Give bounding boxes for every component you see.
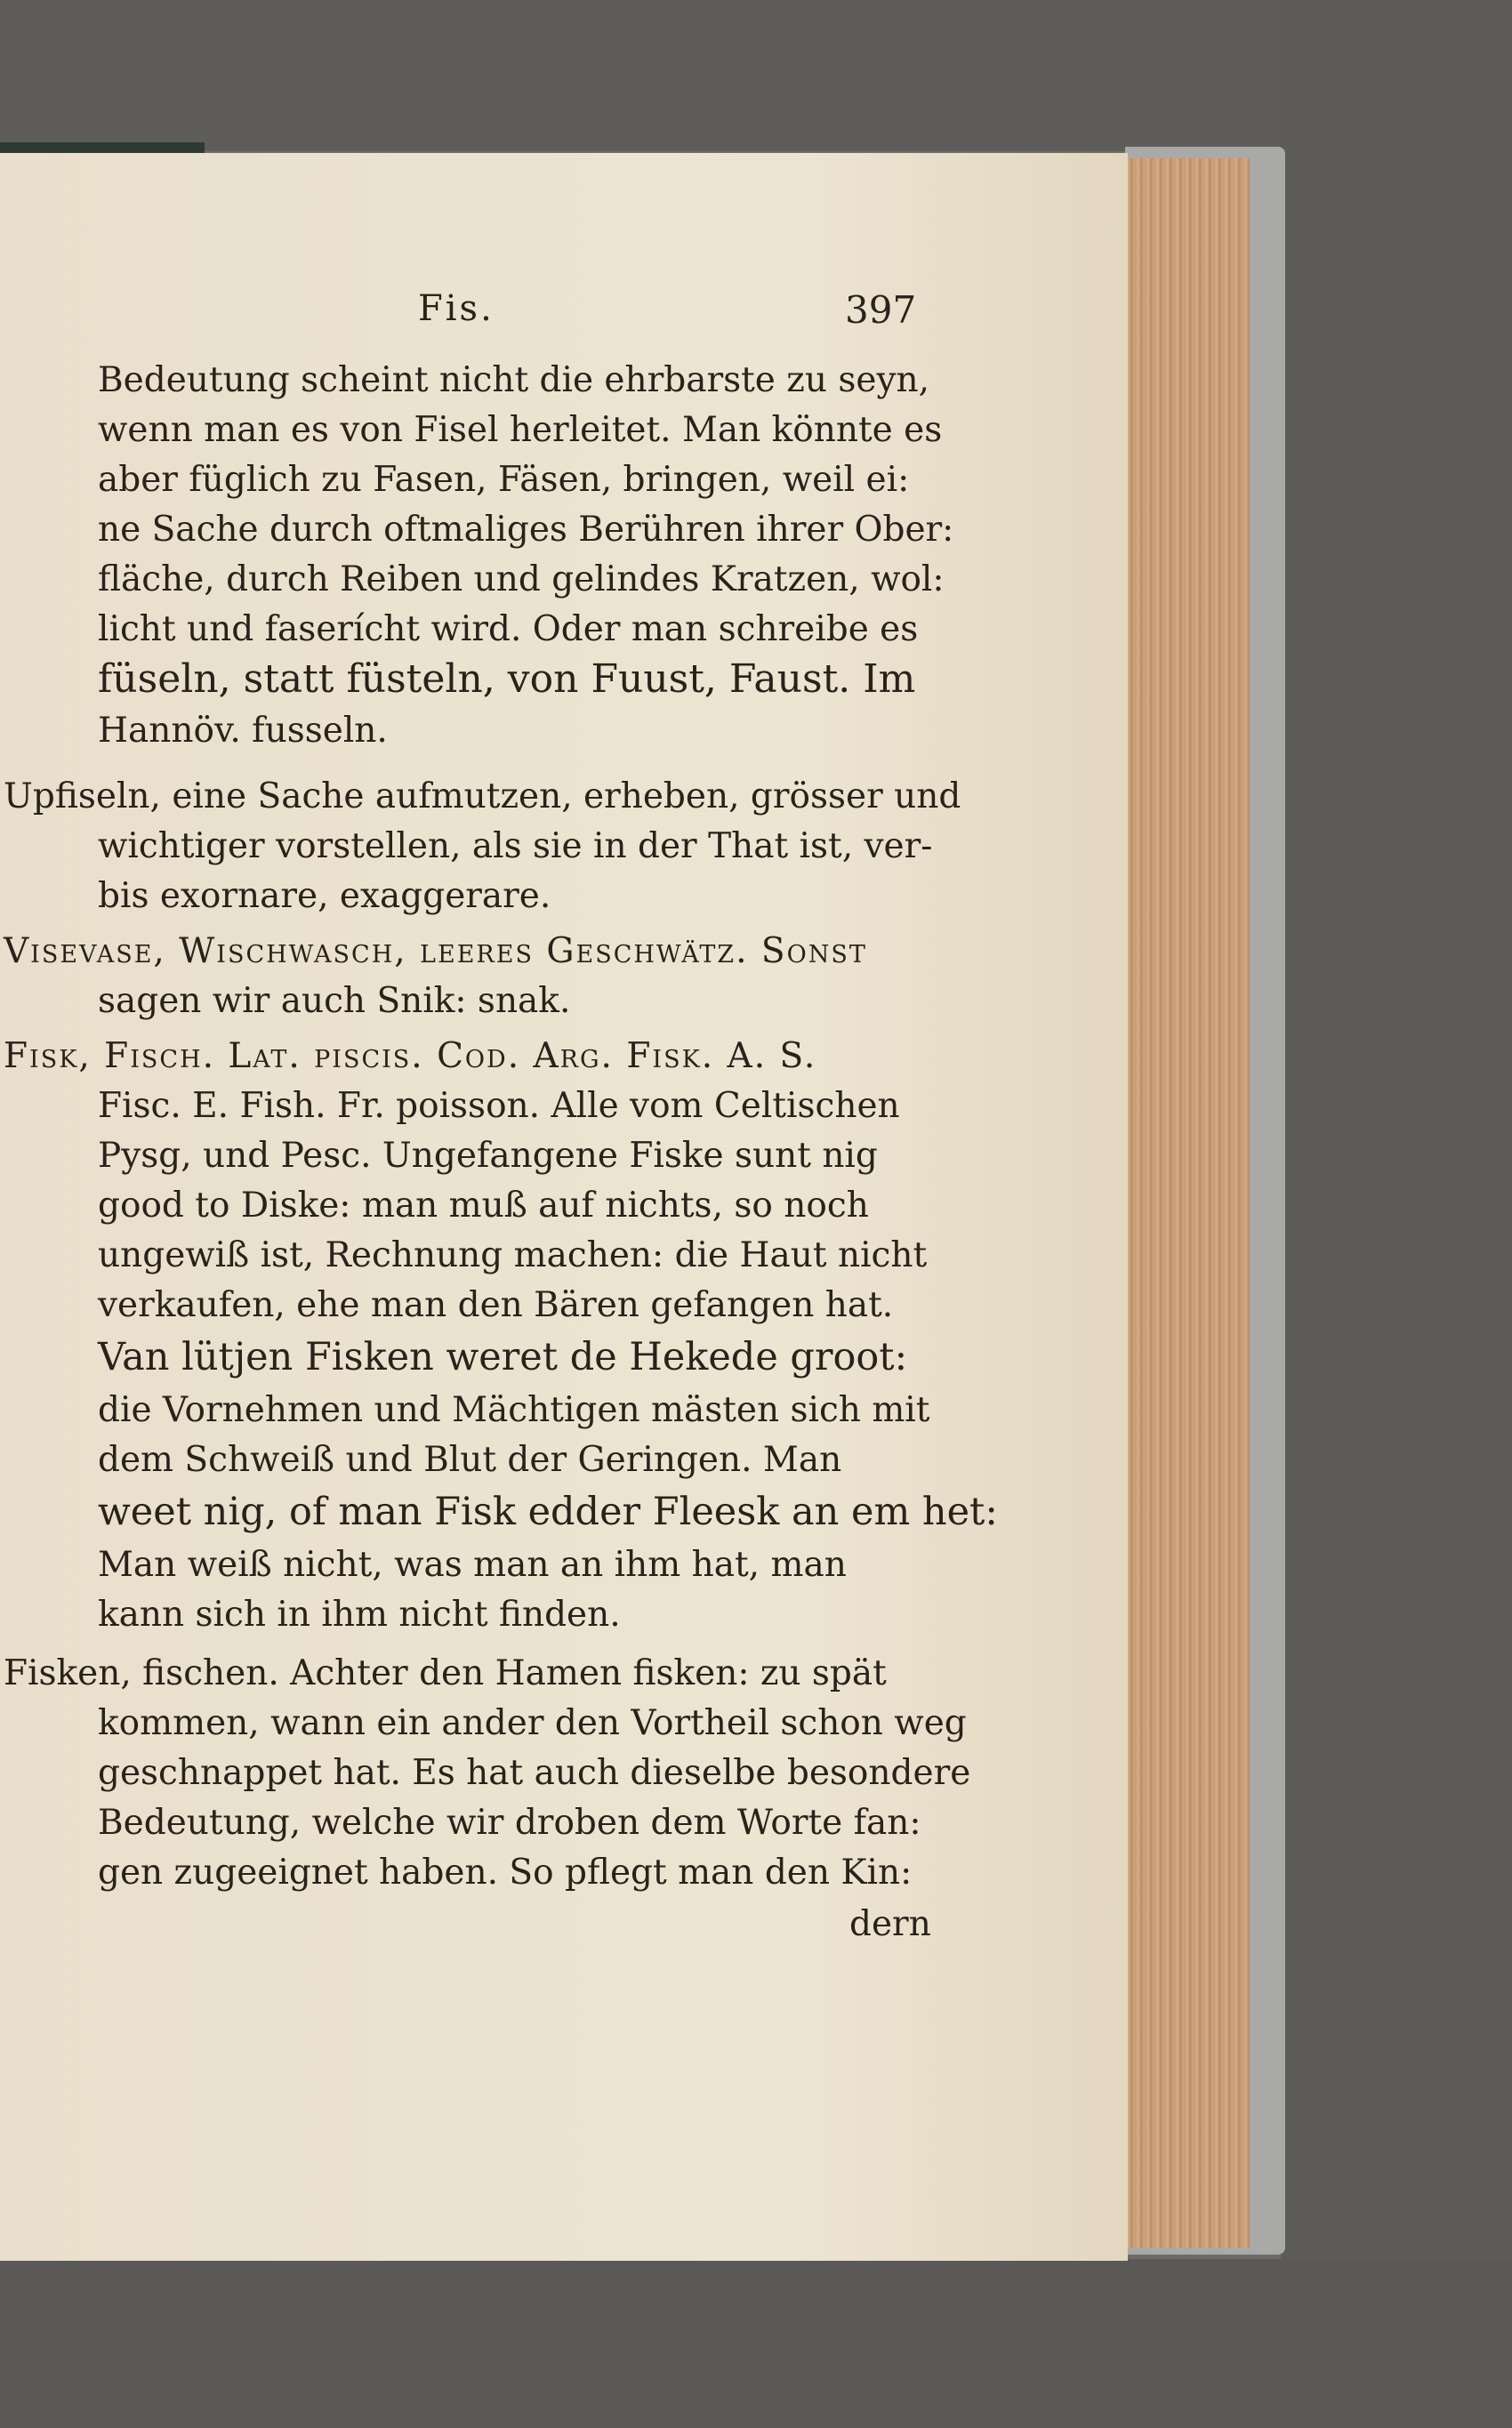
page-content: [0, 153, 1128, 2261]
text-line: aber füglich zu Fasen, Fäsen, bringen, weil ei:: [98, 460, 910, 500]
text-line: verkaufen, ehe man den Bären gefangen hat.: [98, 1285, 894, 1325]
text-line: Van lütjen Fisken weret de Hekede groot:: [98, 1335, 908, 1379]
entry-fisken: Fisken, fischen. Achter den Hamen fisken: zu spät: [4, 1653, 887, 1693]
text-line: ungewiß ist, Rechnung machen: die Haut nicht: [98, 1235, 928, 1275]
page-number: 397: [845, 288, 917, 332]
entry-fisk: Fisk, Fisch. Lat. piscis. Cod. Arg. Fisk. A. S.: [4, 1036, 817, 1076]
text-line: kommen, wann ein ander den Vortheil schon weg: [98, 1703, 967, 1743]
text-line: füseln, statt füsteln, von Fuust, Faust. Im: [98, 656, 916, 702]
page-edges: [1125, 158, 1250, 2248]
text-line: Bedeutung scheint nicht die ehrbarste zu seyn,: [98, 360, 929, 400]
text-line: wichtiger vorstellen, als sie in der That ist, ver-: [98, 826, 933, 866]
entry-visevase: Visevase, Wischwasch, leeres Geschwätz. Sonst: [4, 931, 867, 971]
text-line: Pysg, und Pesc. Ungefangene Fiske sunt nig: [98, 1136, 878, 1176]
text-line: sagen wir auch Snik: snak.: [98, 981, 571, 1021]
text-line: Hannöv. fusseln.: [98, 711, 388, 751]
book-page: [0, 153, 1128, 2261]
text-line: Bedeutung, welche wir droben dem Worte fan:: [98, 1803, 921, 1843]
scan-background-right: [1281, 0, 1512, 2428]
text-line: Fisc. E. Fish. Fr. poisson. Alle vom Celtischen: [98, 1086, 900, 1126]
text-line: gen zugeeignet haben. So pflegt man den Kin:: [98, 1853, 913, 1893]
text-line: licht und faserícht wird. Oder man schreibe es: [98, 609, 919, 649]
text-line: Man weiß nicht, was man an ihm hat, man: [98, 1545, 847, 1585]
text-line: wenn man es von Fisel herleitet. Man könnte es: [98, 410, 943, 450]
text-line: dem Schweiß und Blut der Geringen. Man: [98, 1440, 842, 1480]
catchword: dern: [849, 1904, 931, 1944]
running-head: Fis.: [418, 288, 495, 329]
text-line: kann sich in ihm nicht finden.: [98, 1595, 621, 1635]
text-line: good to Diske: man muß auf nichts, so noch: [98, 1186, 869, 1226]
text-line: geschnappet hat. Es hat auch dieselbe besondere: [98, 1753, 971, 1793]
text-line: fläche, durch Reiben und gelindes Kratzen, wol:: [98, 559, 945, 599]
text-line: die Vornehmen und Mächtigen mästen sich mit: [98, 1390, 930, 1430]
text-line: bis exornare, exaggerare.: [98, 876, 551, 916]
entry-upfiseln: Upfiseln, eine Sache aufmutzen, erheben, grösser und: [4, 776, 961, 816]
text-line: weet nig, of man Fisk edder Fleesk an em het:: [98, 1490, 998, 1534]
text-line: ne Sache durch oftmaliges Berühren ihrer Ober:: [98, 510, 954, 550]
scan-background-bottom: [0, 2259, 1512, 2428]
